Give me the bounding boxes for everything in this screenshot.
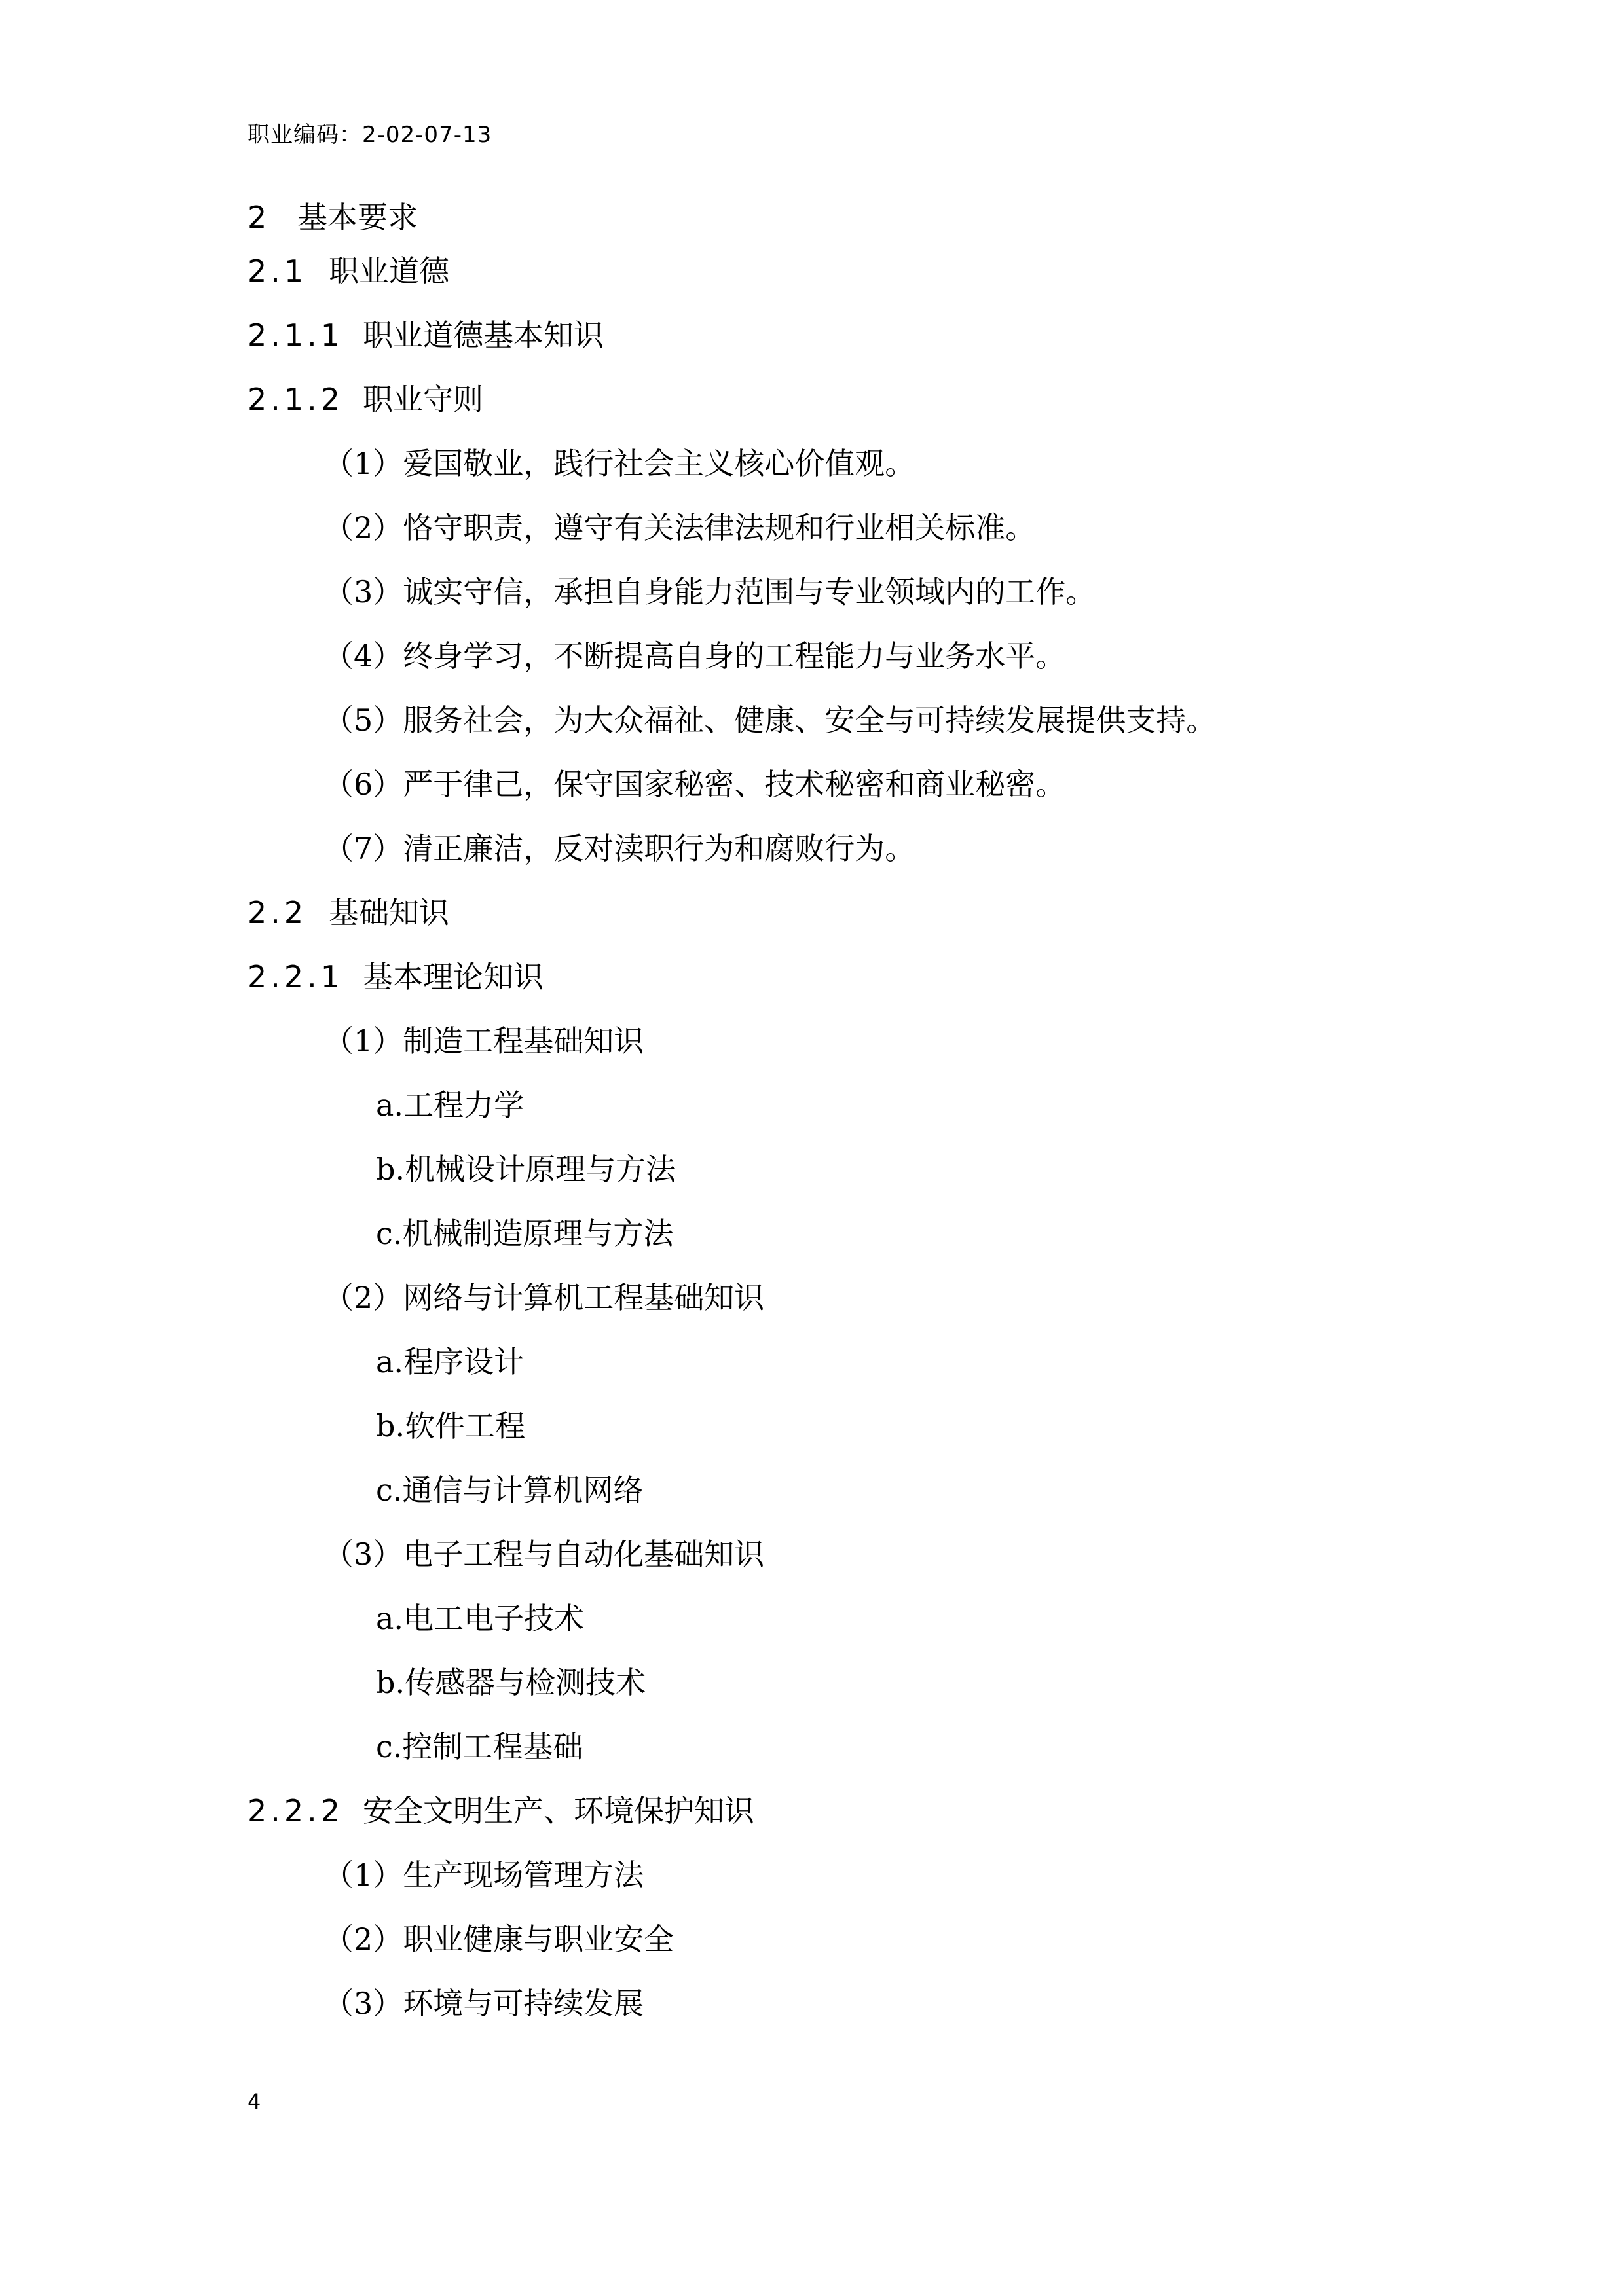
safety-item: （1）生产现场管理方法	[323, 1857, 644, 1893]
theory-subitem: c.控制工程基础	[376, 1729, 583, 1764]
heading-text: 职业道德	[329, 253, 449, 289]
page-number: 4	[248, 2089, 261, 2114]
heading-basic-knowledge	[248, 893, 449, 932]
conduct-item: （6）严于律己，保守国家秘密、技术秘密和商业秘密。	[323, 767, 1066, 802]
heading-ethics-basic-knowledge	[248, 316, 604, 355]
conduct-item: （4）终身学习，不断提高自身的工程能力与业务水平。	[323, 638, 1066, 674]
theory-subitem: c.通信与计算机网络	[376, 1472, 644, 1508]
heading-number: 2.1.1	[248, 318, 344, 353]
occupation-code: 职业编码：2-02-07-13	[248, 122, 492, 148]
conduct-item: （5）服务社会，为大众福祉、健康、安全与可持续发展提供支持。	[323, 702, 1217, 738]
heading-number: 2	[248, 200, 271, 235]
heading-professional-ethics	[248, 251, 449, 291]
safety-item: （2）职业健康与职业安全	[323, 1922, 674, 1957]
heading-text: 安全文明生产、环境保护知识	[363, 1793, 754, 1829]
heading-code-of-conduct	[248, 380, 483, 419]
conduct-item: （2）恪守职责，遵守有关法律法规和行业相关标准。	[323, 510, 1036, 545]
heading-safety-environment	[248, 1791, 754, 1831]
theory-subitem: c.机械制造原理与方法	[376, 1216, 674, 1251]
safety-item: （3）环境与可持续发展	[323, 1986, 644, 2021]
conduct-item: （1）爱国敬业，践行社会主义核心价值观。	[323, 446, 915, 481]
theory-subitem: a.电工电子技术	[376, 1601, 585, 1636]
theory-subitem: a.程序设计	[376, 1344, 525, 1379]
heading-number: 2.2.1	[248, 959, 344, 994]
theory-subitem: a.工程力学	[376, 1087, 525, 1123]
heading-text: 基本要求	[297, 200, 418, 235]
theory-group-title: （2）网络与计算机工程基础知识	[323, 1280, 765, 1315]
conduct-item: （3）诚实守信，承担自身能力范围与专业领域内的工作。	[323, 574, 1096, 610]
theory-subitem: b.软件工程	[376, 1408, 526, 1444]
heading-number: 2.2.2	[248, 1793, 344, 1829]
heading-text: 基本理论知识	[363, 959, 544, 994]
theory-subitem: b.机械设计原理与方法	[376, 1152, 676, 1187]
heading-basic-requirements	[248, 198, 418, 237]
heading-text: 职业道德基本知识	[363, 318, 604, 353]
heading-number: 2.1.2	[248, 382, 344, 417]
theory-group-title: （3）电子工程与自动化基础知识	[323, 1537, 765, 1572]
heading-text: 基础知识	[329, 895, 449, 930]
conduct-item: （7）清正廉洁，反对渎职行为和腐败行为。	[323, 831, 915, 866]
heading-number: 2.1	[248, 253, 308, 289]
theory-subitem: b.传感器与检测技术	[376, 1665, 646, 1700]
heading-basic-theory	[248, 957, 544, 996]
heading-number: 2.2	[248, 895, 308, 930]
heading-text: 职业守则	[363, 382, 483, 417]
theory-group-title: （1）制造工程基础知识	[323, 1023, 644, 1059]
